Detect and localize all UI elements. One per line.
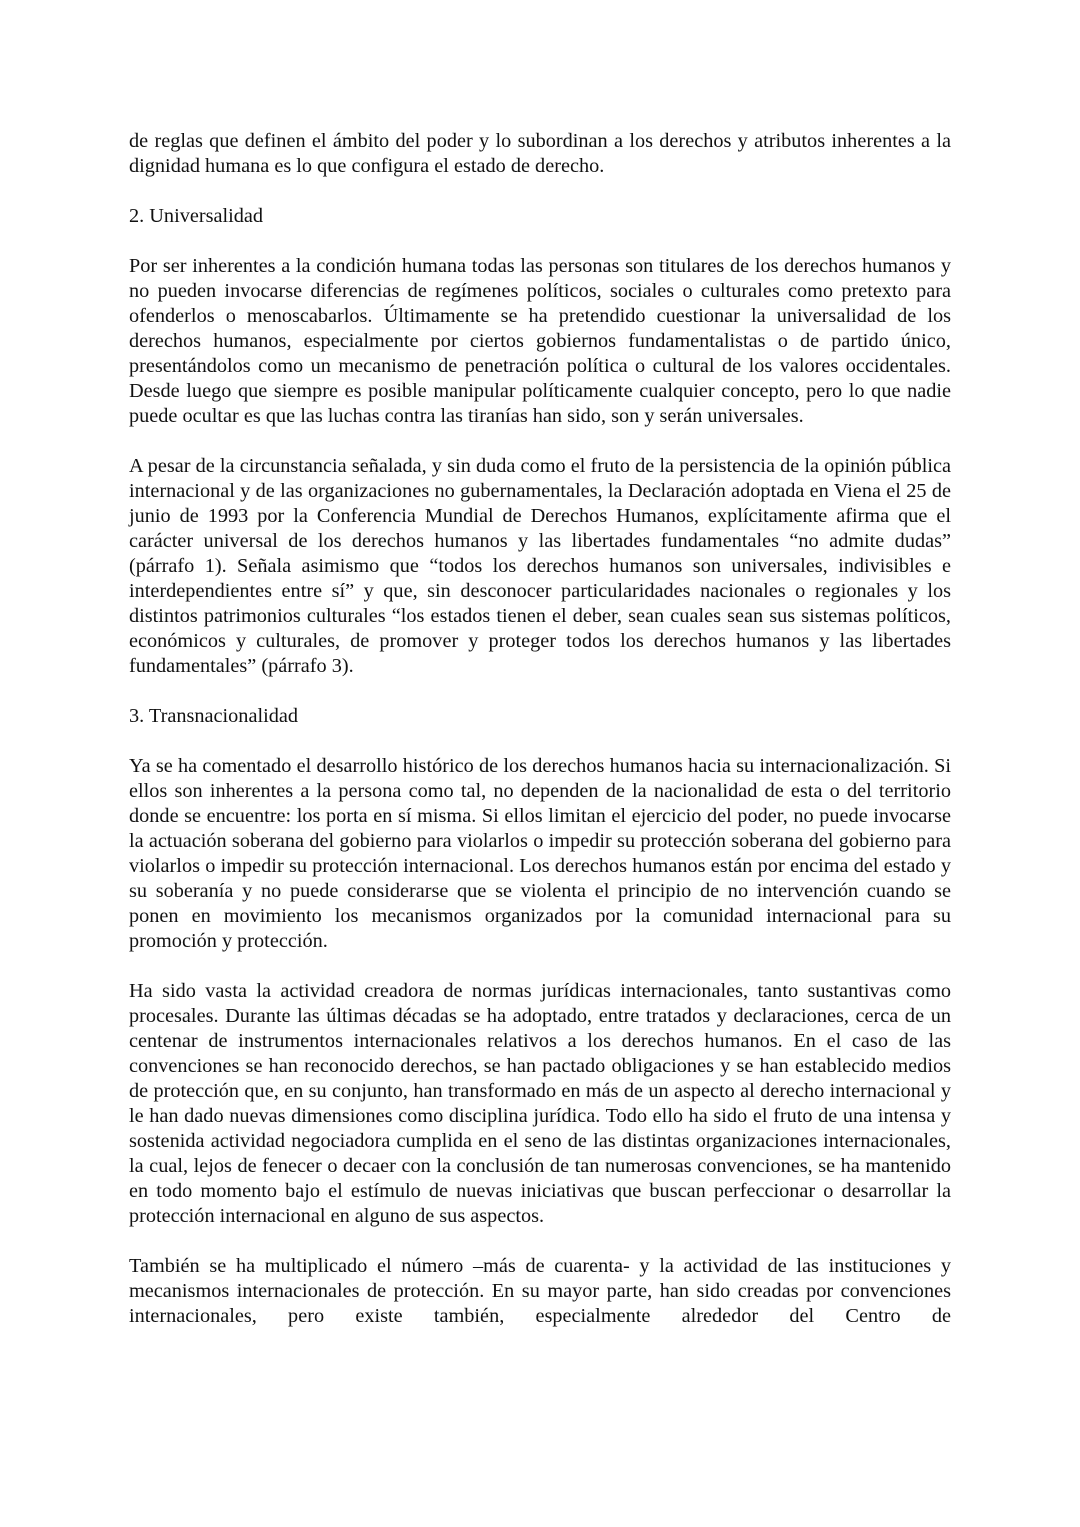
- paragraph-estado-de-derecho: de reglas que definen el ámbito del poder y lo subordinan a los derechos y atributos inherentes a la dignidad humana es lo que configura el estado de derecho.: [129, 130, 951, 177]
- paragraph-universalidad: Por ser inherentes a la condición humana todas las personas son titulares de los derechos humanos y no pueden invocarse diferencias de regímenes políticos, sociales o culturales como pretexto para ofenderlos o menoscabarlos. Últimamente se ha pretendido cuestionar la universalidad de los derechos humanos, especialmente por ciertos gobiernos fundamentalistas o de partido único, presentándolos como un mecanismo de penetración política o cultural de los valores occidentales. Desde luego que siempre es posible manipular políticamente cualquier concepto, pero lo que nadie puede ocultar es que las luchas contra las tiranías han sido, son y serán universales.: [129, 255, 951, 427]
- document-page: [129, 129, 951, 1354]
- paragraph-declaracion-viena: A pesar de la circunstancia señalada, y sin duda como el fruto de la persistencia de la opinión pública internacional y de las organizaciones no gubernamentales, la Declaración adoptada en Viena el 25 de junio de 1993 por la Conferencia Mundial de Derechos Humanos, explícitamente afirma que el carácter universal de los derechos humanos y las libertades fundamentales “no admite dudas” (párrafo 1). Señala asimismo que “todos los derechos humanos son universales, indivisibles e interdependientes entre sí” y que, sin desconocer particularidades nacionales o regionales y los distintos patrimonios culturales “los estados tienen el deber, sean cuales sean sus sistemas políticos, económicos y culturales, de promover y proteger todos los derechos humanos y las libertades fundamentales” (párrafo 3).: [129, 455, 951, 677]
- section-heading-universalidad: 2. Universalidad: [129, 205, 264, 227]
- paragraph-transnacionalidad: Ya se ha comentado el desarrollo histórico de los derechos humanos hacia su internacionalización. Si ellos son inherentes a la persona como tal, no dependen de la nacionalidad de esta o del territorio donde se encuentre: los porta en sí misma. Si ellos limitan el ejercicio del poder, no puede invocarse la actuación soberana del gobierno para violarlos o impedir su protección soberana del gobierno para violarlos o impedir su protección internacional. Los derechos humanos están por encima del estado y su soberanía y no puede considerarse que se violenta el principio de no intervención cuando se ponen en movimiento los mecanismos organizados por la comunidad internacional para su promoción y protección.: [129, 755, 951, 952]
- section-heading-transnacionalidad: 3. Transnacionalidad: [129, 705, 298, 727]
- paragraph-normas-juridicas: Ha sido vasta la actividad creadora de normas jurídicas internacionales, tanto sustantivas como procesales. Durante las últimas décadas se ha adoptado, entre tratados y declaraciones, cerca de un centenar de instrumentos internacionales relativos a los derechos humanos. En el caso de las convenciones se han reconocido derechos, se han pactado obligaciones y se han establecido medios de protección que, en su conjunto, han transformado en más de un aspecto al derecho internacional y le han dado nuevas dimensiones como disciplina jurídica. Todo ello ha sido el fruto de una intensa y sostenida actividad negociadora cumplida en el seno de las distintas organizaciones internacionales, la cual, lejos de fenecer o decaer con la conclusión de tan numerosas convenciones, se ha mantenido en todo momento bajo el estímulo de nuevas iniciativas que buscan perfeccionar o desarrollar la protección internacional en alguno de sus aspectos.: [129, 980, 951, 1227]
- paragraph-instituciones-continued: También se ha multiplicado el número –más de cuarenta- y la actividad de las instituciones y mecanismos internacionales de protección. En su mayor parte, han sido creadas por convenciones internacionales, pero existe también, especialmente alrededor del Centro de: [129, 1255, 951, 1327]
